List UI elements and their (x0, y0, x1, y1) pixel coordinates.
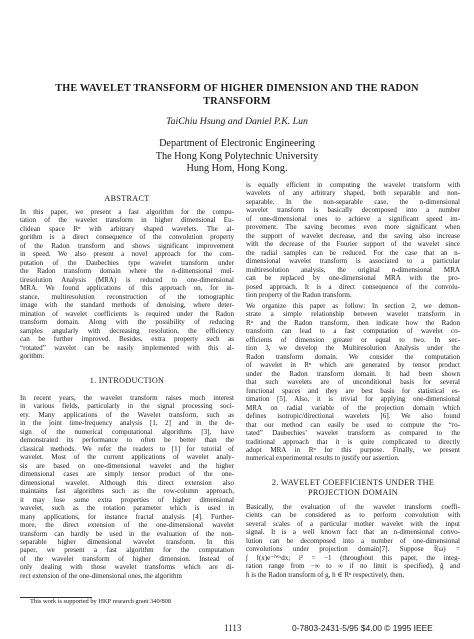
footnote: This work is supported by HKP research grant 340/808 (30, 598, 172, 605)
text-line: We organize this paper as follow: In section 2, we demon- (246, 302, 460, 310)
text-line: separable higher dimensional wavelet transform. In this (20, 537, 234, 546)
text-line: timation [5]. Also, it is trivial for applying one-dimensional (246, 395, 460, 404)
organization-paragraph (246, 302, 460, 463)
text-line: adopt MRA in Rⁿ for this purpose. Finally, we present (246, 445, 460, 454)
text-line: efficients of dimension greater or equal to two. In sec- (246, 335, 460, 344)
text-line: sis are based on one-dimensional wavelet and the higher (20, 461, 234, 470)
text-line: of wavelet in Rⁿ which are generated by tensor product (246, 361, 460, 370)
text-line: paper, we present a fast algorithm for the computation (20, 546, 234, 555)
text-line: dimensional wavelet. Although this direct extension also (20, 478, 234, 487)
text-line: strate a simple relationship between wavelet transform in (246, 310, 460, 319)
text-line: is equally efficient in computing the wavelet transform with (246, 181, 460, 189)
text-line: MRA. We found applications of this approach on, for in- (20, 284, 234, 293)
text-line: In this paper, we present a fast algorithm for the compu- (20, 208, 234, 216)
affiliation-line-3: Hung Hom, Hong Kong. (186, 163, 288, 174)
copyright-notice: 0-7803-2431-5/95 $4.00 © 1995 IEEE (292, 623, 433, 633)
text-line: rect extension of the one-dimensional ones, the algorithm (20, 571, 183, 580)
text-line: the Radon transform domain where the n-dimensional mul- (20, 267, 234, 276)
text-line: putation of the Daubechies type wavelet transform under (20, 258, 234, 267)
text-line: separable. In the non-separable case, the n-dimensional (246, 197, 460, 206)
text-line: transform can hardly be used in the evaluation of the non- (20, 529, 234, 538)
text-line: that such wavelets are of unconditional basis for several (246, 378, 460, 387)
authors: TaiChiu Hsung and Daniel P.K. Lun (166, 116, 308, 127)
section2-heading (246, 478, 460, 498)
text-line: tated” Daubechies’ wavelet transform as compared to the (246, 429, 460, 438)
introduction-continued-body (246, 181, 460, 300)
text-line: that our method can easily be used to compute the “ro- (246, 420, 460, 429)
section2-body (246, 503, 460, 579)
title-line-2: TRANSFORM (203, 96, 271, 107)
text-line: wavelet, such as the rotation parameter which is used in (20, 504, 234, 513)
text-line: in the joint time-frequency analysis [1, 2] and in the de- (20, 419, 234, 428)
section2-heading-line-1: 2. WAVELET COEFFICIENTS UNDER THE (271, 478, 435, 487)
text-line: signal. It is a well known fact that an n-dimensional convo- (246, 528, 460, 537)
text-line: more, the direct extension of the one-dimensional wavelet (20, 521, 234, 530)
abstract-body (20, 208, 234, 360)
text-line: Basically, the evaluation of the wavelet transform coeffi- (246, 503, 460, 511)
text-line: In recent years, the wavelet transform raises much interest (20, 394, 234, 402)
affiliation-line-1: Department of Electronic Engineering (159, 138, 315, 149)
text-line: tation of the wavelet transform in higher dimensional Eu- (20, 216, 234, 225)
text-line: wavelet. Most of the current applications of wavelet analy- (20, 453, 234, 462)
text-line: wavelet transform is basically decomposed into a number (246, 206, 460, 215)
text-line: it may lose some extra properties of higher dimensional (20, 495, 234, 504)
text-line: defines isotropic/directional wavelets [6]. We also found (246, 412, 460, 421)
text-line: sign of the numerical computational algorithms [3], have (20, 427, 234, 436)
text-line: image with the standard methods of denoising, where deter- (20, 301, 234, 310)
text-line: stance, multiresolution reconstruction of the tomographic (20, 292, 234, 301)
text-line: gorithm is a direct consequence of the convolution property (20, 233, 234, 242)
text-line: multiresolution analysis, the original n-dimensional MRA (246, 265, 460, 274)
text-line: ration range from −∞ to ∞ if no limit is specified), ĝ and (246, 562, 460, 571)
page-number: 1113 (224, 623, 242, 633)
text-line: functional spaces and they are best basis for statistical es- (246, 386, 460, 395)
text-line: several scales of a particular mother wavelet with the input (246, 519, 460, 528)
text-line: in various fields, particularly in the signal processing soci- (20, 402, 234, 411)
text-line: tiresolution Analysis (MRA) is reduced to one-dimensional (20, 275, 234, 284)
text-line: only dealing with those wavelet transforms which are di- (20, 563, 234, 572)
text-line: ∫ f(x)e⁻ⁱᵂˣdx; i² = −1 (throughout this paper, the integ- (246, 553, 460, 562)
text-line: posed approach. It is a direct consequence of the convolu- (246, 282, 460, 291)
paper-title (20, 82, 454, 108)
text-line: ety. Many applications of the Wavelet transform, such as (20, 410, 234, 419)
text-line: of the Radon transform and shows significant improvement (20, 241, 234, 250)
text-line: can be replaced by one-dimensional MRA with the pro- (246, 274, 460, 283)
text-line: tion property of the Radon transform. (246, 291, 352, 300)
text-line: gorithm. (20, 351, 45, 360)
text-line: transform can lead to a fast computation of wavelet co- (246, 327, 460, 336)
text-line: of the wavelet transform of higher dimension. Instead of (20, 554, 234, 563)
text-line: mination of wavelet coefficients is required under the Radon (20, 309, 234, 318)
text-line: Radon transform domain. We consider the computation (246, 352, 460, 361)
text-line: clidean space Rⁿ with arbitrary shaped wavelets. The al- (20, 224, 234, 233)
text-line: of one-dimensional ones to achieve a significant speed im- (246, 214, 460, 223)
text-line: with the decrease of the Fourier support of the wavelet since (246, 240, 460, 249)
text-line: “rotated” wavelet can be easily implemented with this al- (20, 343, 234, 352)
text-line: wavelets of any arbitrary shaped, both separable and non- (246, 189, 460, 198)
introduction-heading: 1. INTRODUCTION (89, 376, 165, 385)
text-line: numerical experimental results to justify our assertion. (246, 454, 400, 463)
introduction-body (20, 394, 234, 580)
text-line: classical methods. We refer the readers to [1] for tutorial of (20, 444, 234, 453)
text-line: can be further improved. Besides, extra property such as (20, 335, 234, 344)
text-line: dimensional wavelet transform is associated to a particular (246, 257, 460, 266)
text-line: samples angularly with decreasing resolution, the efficiency (20, 326, 234, 335)
text-line: dimensional cases are simply tensor product of the one- (20, 470, 234, 479)
text-line: many applications, for instance fractal analysis [4]. Further- (20, 512, 234, 521)
text-line: maintains fast algorithms such as the row-column approach, (20, 487, 234, 496)
text-line: in speed. We also present a novel approach for the com- (20, 250, 234, 259)
text-line: tion 3, we develop the Multiresolution Analysis under the (246, 344, 460, 353)
text-line: under the Radon transform domain. It had been shown (246, 369, 460, 378)
section2-heading-line-2: PROJECTION DOMAIN (308, 488, 398, 497)
text-line: the support of wavelet decrease, and the saving also increase (246, 231, 460, 240)
title-line-1: THE WAVELET TRANSFORM OF HIGHER DIMENSION AND THE RADON (55, 83, 419, 94)
text-line: convolutions under projection domain[7]. Suppose f̂(ω) = (246, 545, 460, 554)
text-line: lution can be decomposed into a number of one-dimensional (246, 536, 460, 545)
text-line: ĥ is the Radon transform of g, h ∈ Rⁿ respectively, then, (246, 570, 405, 579)
affiliation (20, 138, 454, 176)
text-line: transform domain. Along with the possibility of reducing (20, 318, 234, 327)
text-line: traditional approach that it is quite complicated to directly (246, 437, 460, 446)
text-line: MRA on radial variable of the projection domain which (246, 403, 460, 412)
text-line: the radial samples can be reduced. For the case that an n- (246, 248, 460, 257)
text-line: Rⁿ and the Radon transform, then indicate how the Radon (246, 318, 460, 327)
abstract-heading: ABSTRACT (104, 194, 150, 203)
text-line: demonstrated its performance to often be better than the (20, 436, 234, 445)
text-line: cients can be considered as to perform convolution with (246, 511, 460, 520)
text-line: provement. The saving becomes even more significant when (246, 223, 460, 232)
affiliation-line-2: The Hong Kong Polytechnic University (155, 150, 319, 162)
